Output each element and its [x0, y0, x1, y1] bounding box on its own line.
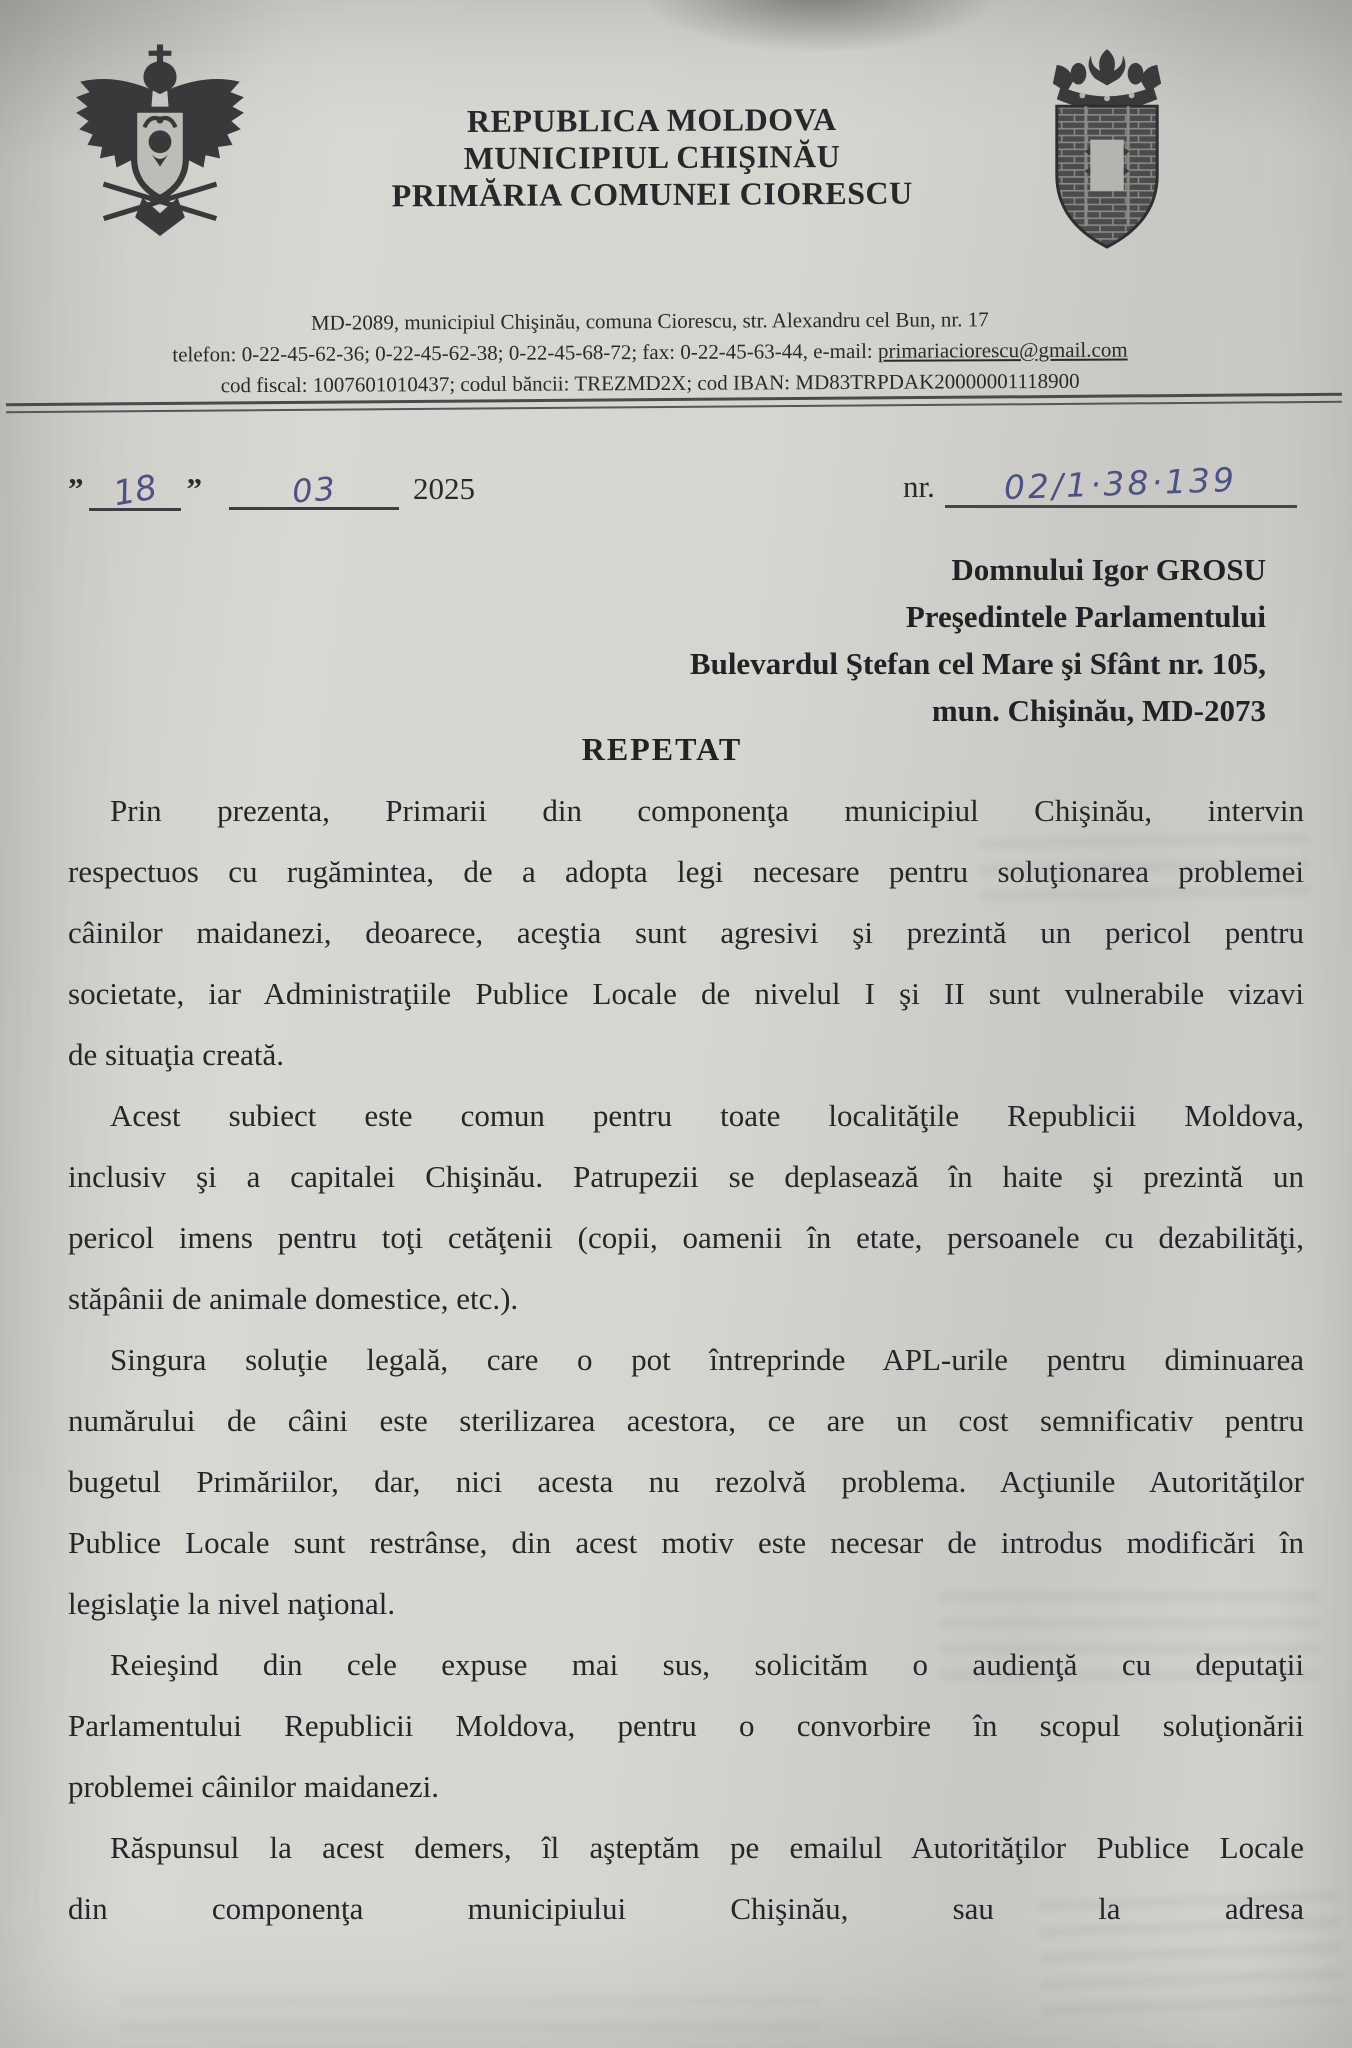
body-line: societate, iar Administraţiile Publice Locale de nivelul I şi II sunt vulnerabile vizavi	[68, 976, 1304, 1011]
addressee-block	[400, 546, 1266, 734]
body-line: Prin prezenta, Primarii din componenţa municipiul Chişinău, intervin	[110, 793, 1304, 828]
body-line: bugetul Primăriilor, dar, nici acesta nu rezolvă problema. Acţiunile Autorităţilor	[68, 1464, 1304, 1499]
number-label: nr.	[903, 469, 935, 504]
addressee-name: Domnului Igor GROSU	[951, 552, 1266, 587]
addressee-city: mun. Chişinău, MD-2073	[931, 693, 1266, 728]
body-line: câinilor maidanezi, deoarece, aceştia sunt agresivi şi prezintă un pericol pentru	[68, 915, 1304, 950]
addressee-role: Preşedintele Parlamentului	[905, 599, 1266, 634]
body-line: Reieşind din cele expuse mai sus, solicităm o audienţă cu deputaţii	[110, 1647, 1304, 1682]
body-line: Acest subiect este comun pentru toate localităţile Republicii Moldova,	[110, 1098, 1304, 1133]
body-line: problemei câinilor maidanezi.	[68, 1769, 439, 1804]
paragraph	[68, 1085, 1304, 1329]
handwritten-month: 03	[290, 469, 338, 511]
paragraph	[68, 1817, 1304, 1939]
letter-number	[903, 459, 1297, 508]
body-line: Singura soluţie legală, care o pot întreprinde APL-urile pentru diminuarea	[110, 1342, 1304, 1377]
body-line: numărului de câini este sterilizarea acestora, ce are un cost semnificativ pentru	[68, 1403, 1304, 1438]
body-line: Parlamentului Republicii Moldova, pentru o convorbire în scopul soluţionării	[68, 1708, 1304, 1743]
body-line: Publice Locale sunt restrânse, din acest motiv este necesar de introdus modificări în	[68, 1525, 1304, 1560]
subject-heading: REPETAT	[581, 731, 743, 767]
bleed-through-artifact	[120, 1992, 820, 2032]
moldova-coat-of-arms-icon	[72, 42, 248, 254]
date-day-blank	[89, 467, 181, 515]
email-address: primariaciorescu@gmail.com	[877, 337, 1128, 363]
body-line: din componenţa municipiului Chişinău, sau la adresa	[68, 1891, 1304, 1926]
body-line: respectuos cu rugămintea, de a adopta legi necesare pentru soluţionarea problemei	[68, 854, 1304, 889]
letter-body	[68, 780, 1304, 1939]
number-blank	[945, 459, 1297, 508]
body-line: pericol imens pentru toţi cetăţenii (copii, oamenii în etate, persoanele cu dezabilităţi,	[68, 1220, 1304, 1255]
date-month-blank	[229, 469, 399, 510]
addressee-street: Bulevardul Ştefan cel Mare şi Sfânt nr. 105,	[689, 646, 1266, 681]
date-close-quote: ”	[186, 471, 203, 506]
letterhead-contact-block	[0, 302, 1326, 402]
letterhead-title-block	[262, 100, 1043, 215]
letterhead-title-country: REPUBLICA MOLDOVA	[466, 101, 837, 139]
date-open-quote: ”	[68, 471, 85, 506]
body-line: Răspunsul la acest demers, îl aşteptăm pe emailul Autorităţilor Publice Locale	[110, 1830, 1304, 1865]
letterhead-title-municipality: MUNICIPIUL CHIŞINĂU	[463, 138, 841, 176]
body-line: legislaţie la nivel naţional.	[68, 1586, 396, 1621]
handwritten-day: 18	[110, 467, 160, 515]
paragraph	[68, 1329, 1304, 1634]
letter-date	[68, 467, 475, 515]
letterhead-fiscal-line: cod fiscal: 1007601010437; codul băncii: TREZMD2X; cod IBAN: MD83TRPDAK20000001118900	[220, 368, 1080, 398]
body-line: inclusiv şi a capitalei Chişinău. Patrupezii se deplasează în haite şi prezintă un	[68, 1159, 1304, 1194]
body-line: de situaţia creată.	[68, 1037, 285, 1072]
letterhead-address-line: MD-2089, municipiul Chişinău, comuna Ciorescu, str. Alexandru cel Bun, nr. 17	[310, 307, 989, 335]
paragraph	[68, 780, 1304, 1085]
phone-fax-text: telefon: 0-22-45-62-36; 0-22-45-62-38; 0-22-45-68-72; fax: 0-22-45-63-44, e-mail:	[172, 338, 879, 367]
paragraph	[68, 1634, 1304, 1817]
date-year: 2025	[413, 471, 475, 506]
handwritten-number: 02/1·38·139	[1003, 459, 1238, 508]
ciorescu-coat-of-arms-icon	[1043, 40, 1171, 262]
body-line: stăpânii de animale domestice, etc.).	[68, 1281, 519, 1316]
letterhead-title-institution: PRIMĂRIA COMUNEI CIORESCU	[391, 174, 913, 214]
